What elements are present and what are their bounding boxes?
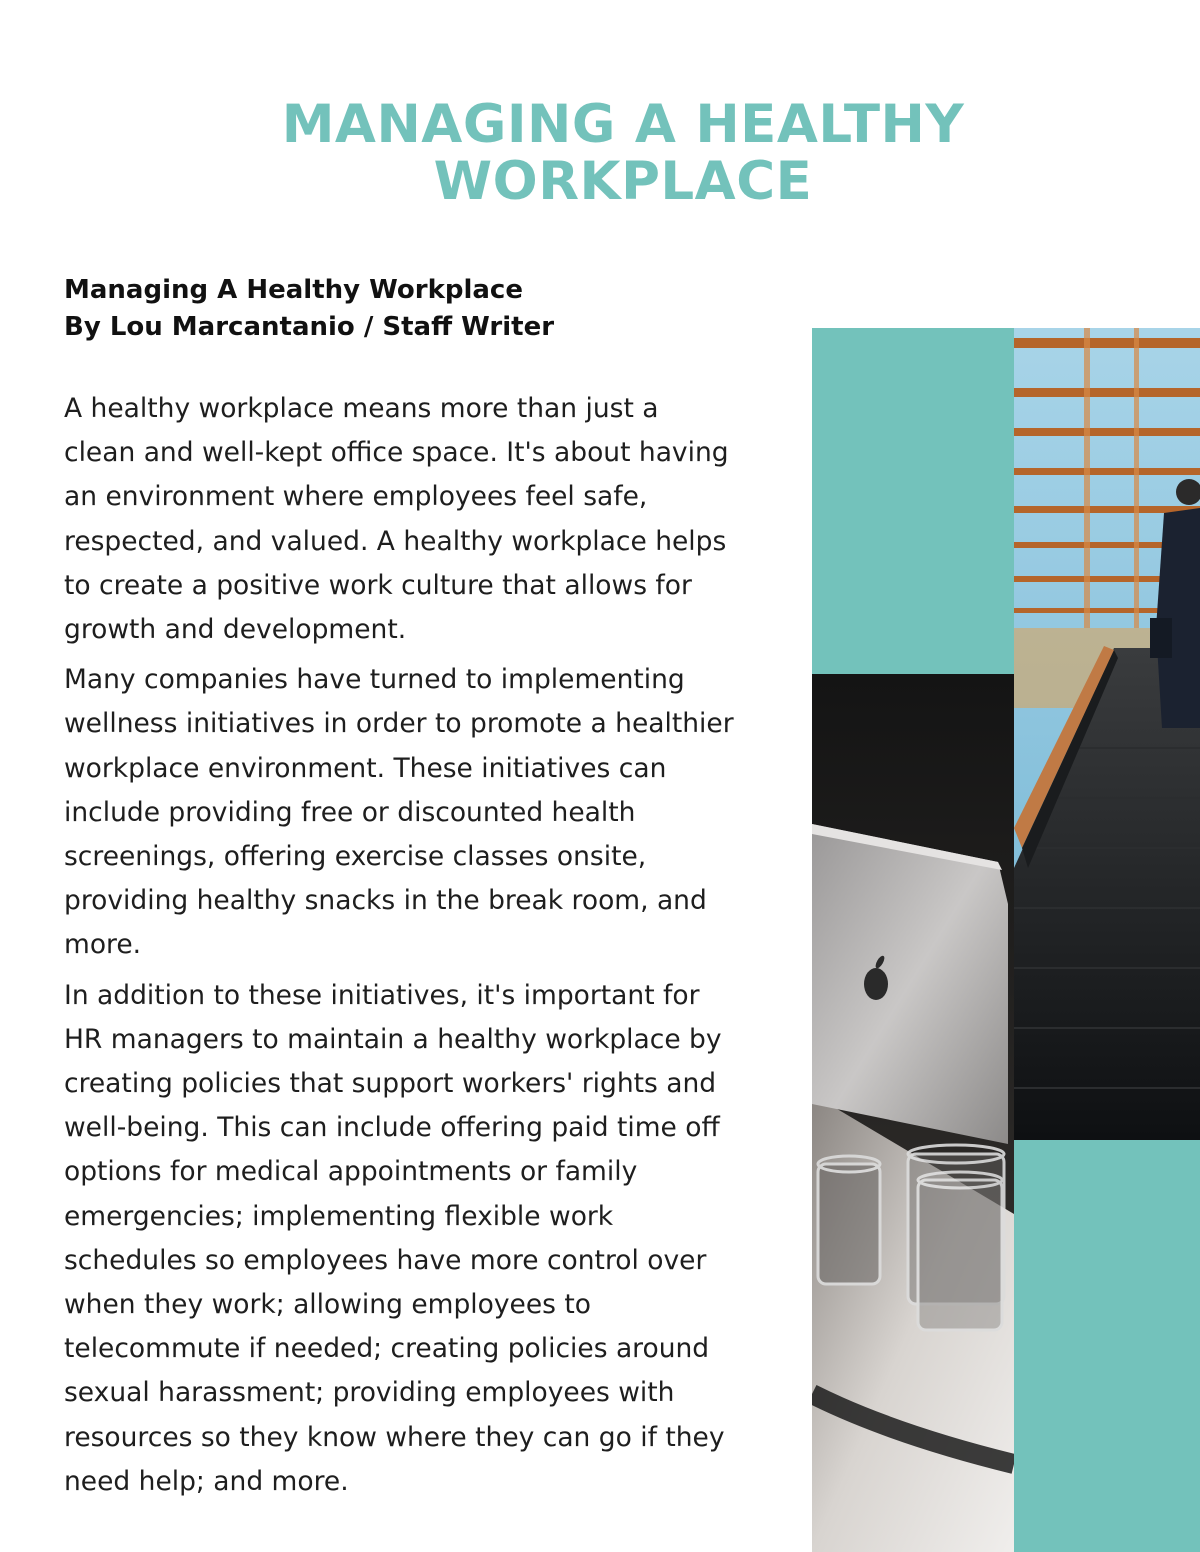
article-body xyxy=(64,387,736,1510)
teal-block-top xyxy=(812,328,1014,674)
laptop-and-glasses-photo xyxy=(812,674,1014,1552)
teal-block-bottom xyxy=(1014,1140,1200,1552)
escalator-photo xyxy=(1014,328,1200,1140)
article-headline: Managing A Healthy Workplace xyxy=(64,275,523,305)
byline xyxy=(64,272,764,346)
article-paragraph: Many companies have turned to implementing wellness initiatives in order to promote a healthier workplace environment. These initiatives can include providing free or discounted health screenings, offering exercise classes onsite, providing healthy snacks in the break room, and more. xyxy=(64,664,734,961)
article-paragraph: A healthy workplace means more than just a clean and well-kept office space. It's about having an environment where employees feel safe, respected, and valued. A healthy workplace helps to create a positive work culture that allows for growth and development. xyxy=(64,393,729,646)
article-author: By Lou Marcantanio / Staff Writer xyxy=(64,312,555,342)
photo-collage xyxy=(812,0,1200,1552)
article-paragraph: In addition to these initiatives, it's important for HR managers to maintain a healthy workplace by creating policies that support workers' rights and well-being. This can include offering paid time off options for medical appointments or family emergencies; implementing flexible work schedules so employees have more control over when they work; allowing employees to telecommute if needed; creating policies around sexual harassment; providing employees with resources so they know where they can go if they need help; and more. xyxy=(64,979,725,1497)
page-title: MANAGING A HEALTHY WORKPLACE xyxy=(281,94,965,212)
